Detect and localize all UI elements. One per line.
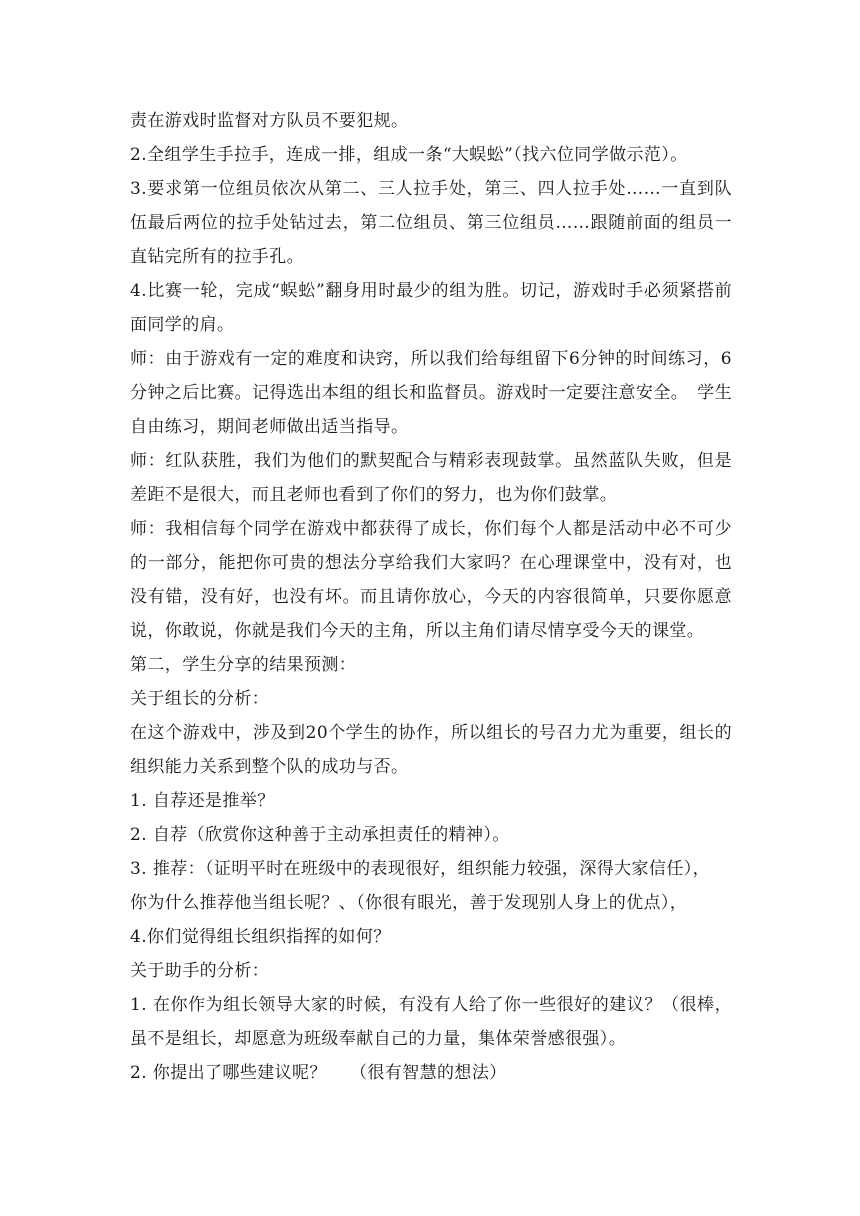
paragraph-leader-importance: 在这个游戏中，涉及到20个学生的协作，所以组长的号召力尤为重要，组长的组织能力关系到整个队的成功与否。	[130, 723, 732, 777]
list-item-leader-3: 3. 推荐：（证明平时在班级中的表现很好，组织能力较强，深得大家信任），	[130, 859, 711, 879]
paragraph-supervisor-duty: 责在游戏时监督对方队员不要犯规。	[130, 111, 409, 131]
section-heading-leader-analysis: 关于组长的分析：	[130, 689, 270, 709]
list-item-helper-1: 1. 在你作为组长领导大家的时候，有没有人给了你一些很好的建议？（很棒，虽不是组长，却愿意为班级奉献自己的力量，集体荣誉感很强）。	[130, 995, 732, 1049]
paragraph-rule-3: 3.要求第一位组员依次从第二、三人拉手处，第三、四人拉手处……一直到队伍最后两位的拉手处钻过去，第二位组员、第三位组员……跟随前面的组员一直钻完所有的拉手孔。	[130, 179, 732, 267]
list-item-leader-2: 2. 自荐（欣赏你这种善于主动承担责任的精神）。	[130, 825, 510, 845]
paragraph-teacher-result: 师：红队获胜，我们为他们的默契配合与精彩表现鼓掌。虽然蓝队失败，但是差距不是很大，而且老师也看到了你们的努力，也为你们鼓掌。	[130, 451, 732, 505]
list-item-leader-1: 1. 自荐还是推举？	[130, 791, 275, 811]
paragraph-teacher-share: 师：我相信每个同学在游戏中都获得了成长，你们每个人都是活动中必不可少的一部分，能把你可贵的想法分享给我们大家吗？在心理课堂中，没有对，也没有错，没有好，也没有坏。而且请你放心，今天的内容很简单，只要你愿意说，你敢说，你就是我们今天的主角，所以主角们请尽情享受今天的课堂。	[130, 519, 732, 641]
paragraph-rule-2: 2.全组学生手拉手，连成一排，组成一条“大蜈蚣”（找六位同学做示范）。	[130, 145, 688, 165]
list-item-leader-3-followup: 你为什么推荐他当组长呢？、（你很有眼光，善于发现别人身上的优点），	[130, 893, 688, 913]
list-item-helper-2: 2. 你提出了哪些建议呢？ （很有智慧的想法）	[130, 1063, 507, 1083]
section-heading-predictions: 第二，学生分享的结果预测：	[130, 655, 357, 675]
paragraph-teacher-practice: 师：由于游戏有一定的难度和诀窍，所以我们给每组留下6分钟的时间练习，6分钟之后比赛。记得选出本组的组长和监督员。游戏时一定要注意安全。 学生自由练习，期间老师做出适当指导。	[130, 349, 732, 437]
document-body	[130, 104, 732, 1090]
section-heading-helper-analysis: 关于助手的分析：	[130, 961, 270, 981]
list-item-leader-4: 4.你们觉得组长组织指挥的如何？	[130, 927, 391, 947]
paragraph-rule-4: 4.比赛一轮，完成“蜈蚣”翻身用时最少的组为胜。切记，游戏时手必须紧搭前面同学的肩。	[130, 281, 732, 335]
